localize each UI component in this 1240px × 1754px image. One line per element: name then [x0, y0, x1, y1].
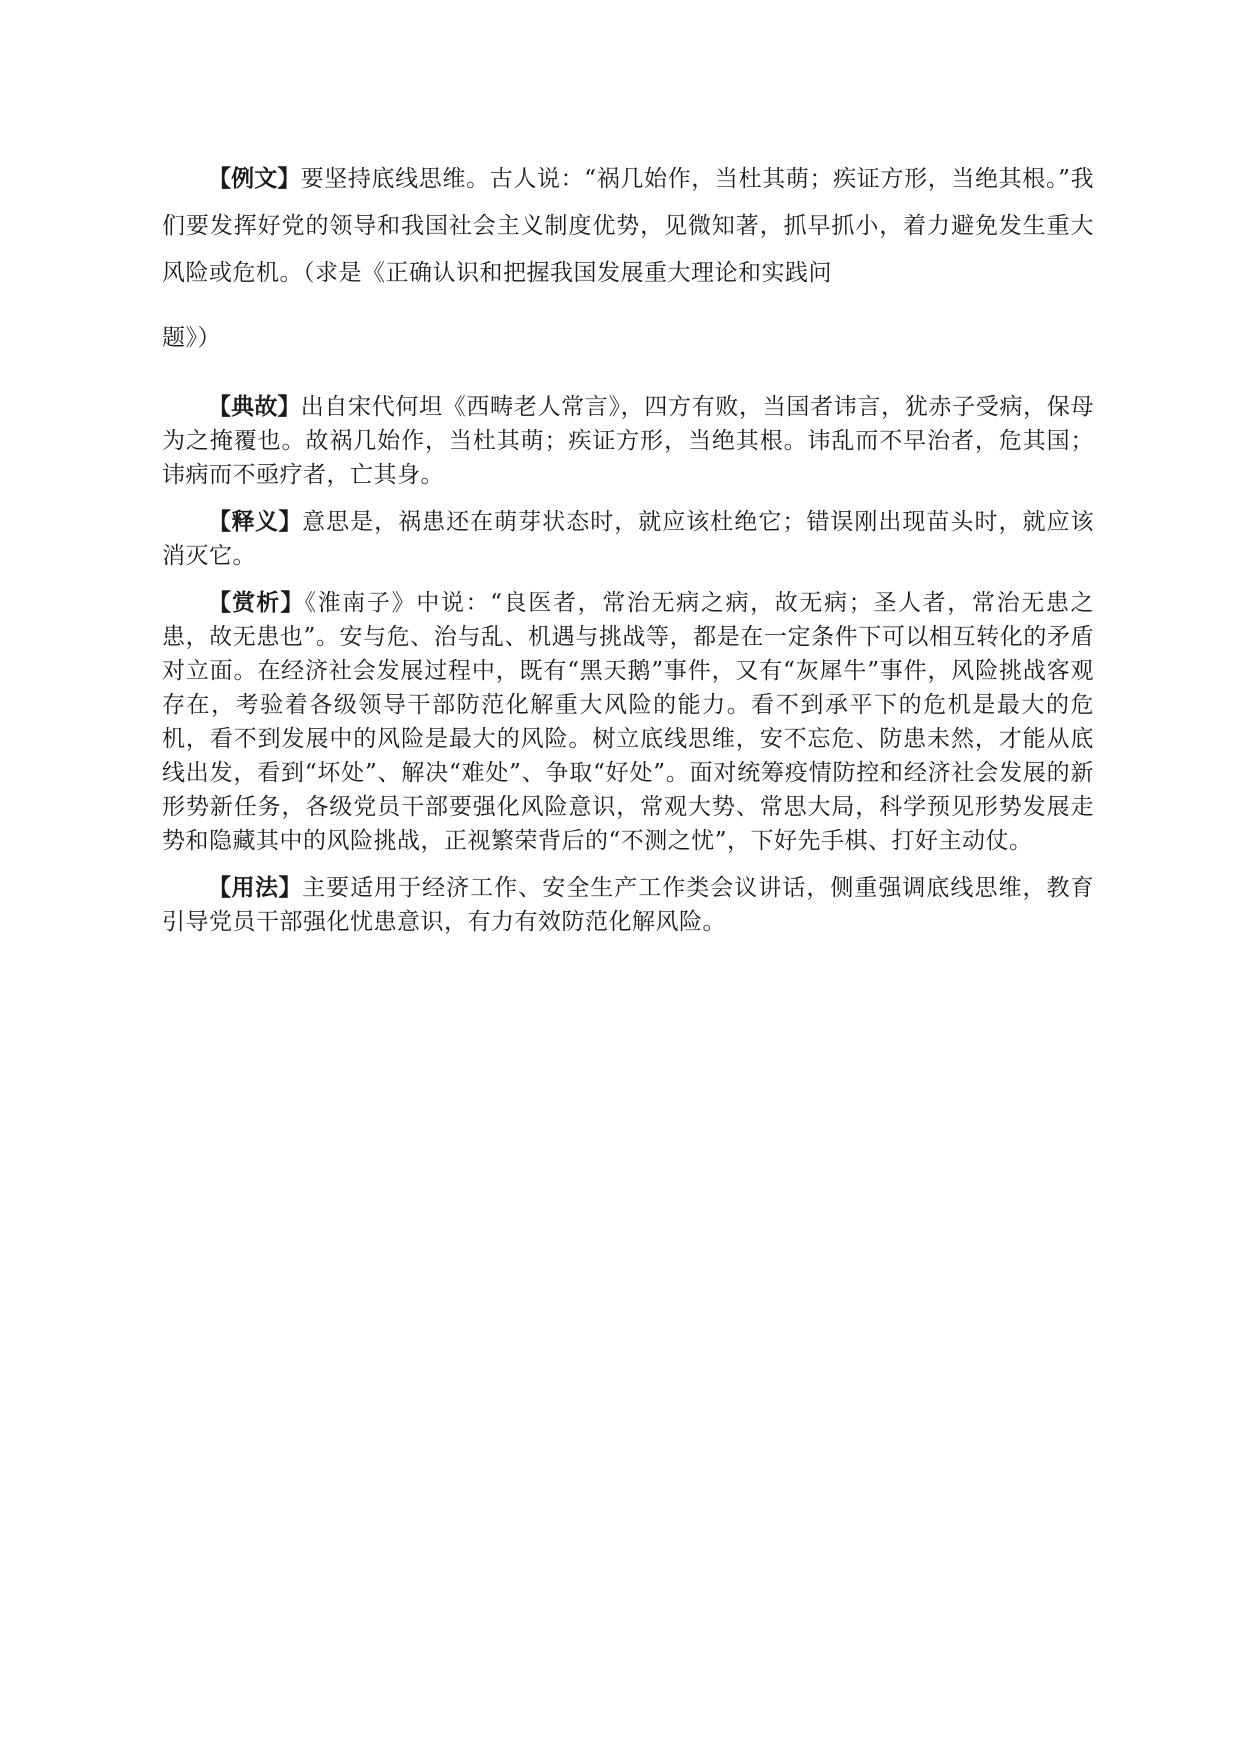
allusion-paragraph [162, 390, 1094, 492]
usage-text: 主要适用于经济工作、安全生产工作类会议讲话，侧重强调底线思维，教育引导党员干部强化忧患意识，有力有效防范化解风险。 [162, 875, 1095, 935]
interpretation-label: 【释义】 [208, 509, 303, 535]
appreciation-paragraph [162, 586, 1094, 858]
allusion-label: 【典故】 [208, 394, 301, 420]
appreciation-text: 《淮南子》中说：“良医者，常治无病之病，故无病；圣人者，常治无患之患，故无患也”。安与危、治与乱、机遇与挑战等，都是在一定条件下可以相互转化的矛盾对立面。在经济社会发展过程中，既有“黑天鹅”事件，又有“灰犀牛”事件，风险挑战客观存在，考验着各级领导干部防范化解重大风险的能力。看不到承平下的危机是最大的危机，看不到发展中的风险是最大的风险。树立底线思维，安不忘危、防患未然，才能从底线出发，看到“坏处”、解决“难处”、争取“好处”。面对统筹疫情防控和经济社会发展的新形势新任务，各级党员干部要强化风险意识，常观大势、常思大局，科学预见形势发展走势和隐藏其中的风险挑战，正视繁荣背后的“不测之忧”，下好先手棋、打好主动仗。 [162, 590, 1095, 854]
allusion-text: 出自宋代何坦《西畴老人常言》，四方有败，当国者讳言，犹赤子受病，保母为之掩覆也。故祸几始作，当杜其萌；疾证方形，当绝其根。讳乱而不早治者，危其国；讳病而不亟疗者，亡其身。 [162, 394, 1095, 488]
example-source: （求是《正确认识和把握我国发展重大理论和实践问 [303, 260, 832, 286]
interpretation-paragraph [162, 505, 1094, 573]
appreciation-label: 【赏析】 [208, 590, 305, 616]
usage-paragraph [162, 871, 1094, 939]
example-label: 【例文】 [208, 166, 301, 192]
example-source-tail: 题》） [162, 325, 221, 351]
interpretation-text: 意思是，祸患还在萌芽状态时，就应该杜绝它；错误刚出现苗头时，就应该消灭它。 [162, 509, 1095, 569]
example-text: 要坚持底线思维。古人说：“祸几始作，当杜其萌；疾证方形，当绝其根。”我们要发挥好党的领导和我国社会主义制度优势，见微知著，抓早抓小，着力避免发生重大风险或危机。 [162, 166, 1094, 286]
example-paragraph [162, 156, 1094, 362]
document-page [162, 162, 1094, 939]
usage-label: 【用法】 [208, 875, 303, 901]
